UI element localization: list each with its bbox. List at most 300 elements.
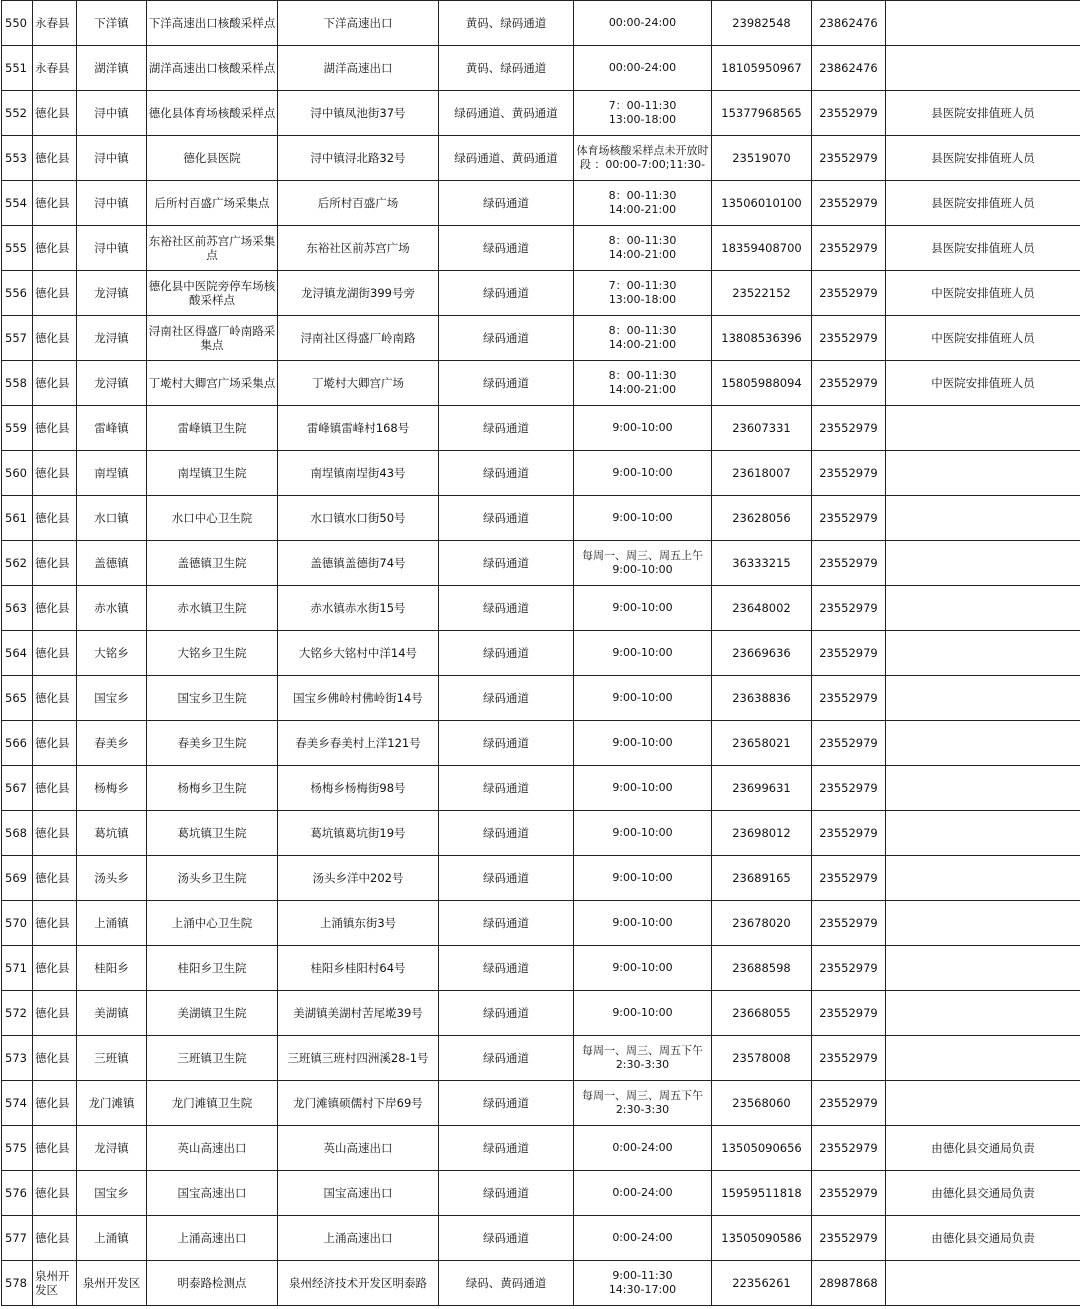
table-row	[2, 1216, 1080, 1261]
address-cell: 汤头乡洋中202号	[278, 856, 439, 901]
county-cell: 德化县	[33, 1126, 77, 1171]
channel-cell: 绿码通道	[439, 991, 574, 1036]
town-cell: 赤水镇	[77, 586, 147, 631]
county-cell: 德化县	[33, 496, 77, 541]
phone-cell: 23698012	[712, 811, 812, 856]
hours-cell: 8：00-11:30 14:00-21:00	[574, 361, 712, 406]
note-cell	[886, 631, 1080, 676]
town-cell: 国宝乡	[77, 676, 147, 721]
county-cell: 德化县	[33, 181, 77, 226]
channel-cell: 绿码通道、黄码通道	[439, 91, 574, 136]
table-body	[2, 1, 1080, 1306]
phone-cell: 23618007	[712, 451, 812, 496]
town-cell: 龙浔镇	[77, 361, 147, 406]
channel-cell: 绿码通道	[439, 496, 574, 541]
channel-cell: 绿码通道	[439, 1126, 574, 1171]
address-cell: 赤水镇赤水街15号	[278, 586, 439, 631]
site-name-cell: 美湖镇卫生院	[147, 991, 278, 1036]
phone-cell: 23982548	[712, 1, 812, 46]
phone-cell: 23658021	[712, 721, 812, 766]
town-cell: 龙浔镇	[77, 1126, 147, 1171]
note-cell	[886, 991, 1080, 1036]
county-cell: 德化县	[33, 946, 77, 991]
address-cell: 下洋高速出口	[278, 1, 439, 46]
town-cell: 上涌镇	[77, 901, 147, 946]
table-row	[2, 1261, 1080, 1306]
row-number: 556	[2, 271, 33, 316]
complaint-phone-cell: 23552979	[812, 271, 886, 316]
county-cell: 德化县	[33, 1216, 77, 1261]
phone-cell: 13506010100	[712, 181, 812, 226]
site-name-cell: 国宝高速出口	[147, 1171, 278, 1216]
table-row	[2, 766, 1080, 811]
complaint-phone-cell: 23552979	[812, 631, 886, 676]
complaint-phone-cell: 23552979	[812, 451, 886, 496]
address-cell: 美湖镇美湖村苦尾墘39号	[278, 991, 439, 1036]
county-cell: 德化县	[33, 1171, 77, 1216]
phone-cell: 13505090586	[712, 1216, 812, 1261]
county-cell: 德化县	[33, 1081, 77, 1126]
county-cell: 德化县	[33, 361, 77, 406]
table-row	[2, 181, 1080, 226]
note-cell	[886, 901, 1080, 946]
complaint-phone-cell: 23552979	[812, 1171, 886, 1216]
site-name-cell: 大铭乡卫生院	[147, 631, 278, 676]
note-cell	[886, 721, 1080, 766]
table-row	[2, 316, 1080, 361]
complaint-phone-cell: 23552979	[812, 181, 886, 226]
row-number: 573	[2, 1036, 33, 1081]
site-name-cell: 水口中心卫生院	[147, 496, 278, 541]
complaint-phone-cell: 23552979	[812, 541, 886, 586]
town-cell: 龙浔镇	[77, 271, 147, 316]
address-cell: 杨梅乡杨梅街98号	[278, 766, 439, 811]
county-cell: 德化县	[33, 856, 77, 901]
site-name-cell: 下洋高速出口核酸采样点	[147, 1, 278, 46]
channel-cell: 绿码通道	[439, 1216, 574, 1261]
complaint-phone-cell: 23552979	[812, 946, 886, 991]
hours-cell: 8：00-11:30 14:00-21:00	[574, 226, 712, 271]
hours-cell: 9:00-10:00	[574, 991, 712, 1036]
hours-cell: 9:00-10:00	[574, 586, 712, 631]
address-cell: 龙浔镇龙湖街399号旁	[278, 271, 439, 316]
table-row	[2, 676, 1080, 721]
table-row	[2, 1126, 1080, 1171]
town-cell: 泉州开发区	[77, 1261, 147, 1306]
table-row	[2, 46, 1080, 91]
channel-cell: 绿码通道	[439, 451, 574, 496]
phone-cell: 23668055	[712, 991, 812, 1036]
county-cell: 德化县	[33, 1036, 77, 1081]
hours-cell: 每周一、周三、周五下午 2:30-3:30	[574, 1036, 712, 1081]
town-cell: 汤头乡	[77, 856, 147, 901]
channel-cell: 黄码、绿码通道	[439, 46, 574, 91]
note-cell: 县医院安排值班人员	[886, 91, 1080, 136]
phone-cell: 23678020	[712, 901, 812, 946]
phone-cell: 23669636	[712, 631, 812, 676]
note-cell: 由德化县交通局负责	[886, 1171, 1080, 1216]
county-cell: 德化县	[33, 451, 77, 496]
site-name-cell: 明泰路检测点	[147, 1261, 278, 1306]
town-cell: 杨梅乡	[77, 766, 147, 811]
site-name-cell: 三班镇卫生院	[147, 1036, 278, 1081]
hours-cell: 9:00-11:30 14:30-17:00	[574, 1261, 712, 1306]
complaint-phone-cell: 23552979	[812, 1126, 886, 1171]
county-cell: 德化县	[33, 721, 77, 766]
town-cell: 浔中镇	[77, 91, 147, 136]
note-cell	[886, 541, 1080, 586]
hours-cell: 9:00-10:00	[574, 946, 712, 991]
channel-cell: 黄码、绿码通道	[439, 1, 574, 46]
row-number: 559	[2, 406, 33, 451]
county-cell: 德化县	[33, 901, 77, 946]
row-number: 553	[2, 136, 33, 181]
hours-cell: 9:00-10:00	[574, 676, 712, 721]
complaint-phone-cell: 23552979	[812, 766, 886, 811]
county-cell: 德化县	[33, 766, 77, 811]
row-number: 564	[2, 631, 33, 676]
row-number: 572	[2, 991, 33, 1036]
complaint-phone-cell: 23552979	[812, 856, 886, 901]
complaint-phone-cell: 23552979	[812, 901, 886, 946]
complaint-phone-cell: 28987868	[812, 1261, 886, 1306]
hours-cell: 9:00-10:00	[574, 451, 712, 496]
town-cell: 南埕镇	[77, 451, 147, 496]
county-cell: 泉州开发区	[33, 1261, 77, 1306]
complaint-phone-cell: 23862476	[812, 1, 886, 46]
note-cell: 中医院安排值班人员	[886, 361, 1080, 406]
town-cell: 龙浔镇	[77, 316, 147, 361]
county-cell: 德化县	[33, 316, 77, 361]
table-row	[2, 136, 1080, 181]
channel-cell: 绿码通道	[439, 1171, 574, 1216]
county-cell: 德化县	[33, 586, 77, 631]
county-cell: 德化县	[33, 811, 77, 856]
town-cell: 春美乡	[77, 721, 147, 766]
row-number: 552	[2, 91, 33, 136]
note-cell	[886, 811, 1080, 856]
phone-cell: 23522152	[712, 271, 812, 316]
site-name-cell: 湖洋高速出口核酸采样点	[147, 46, 278, 91]
address-cell: 龙门滩镇硕儒村下岸69号	[278, 1081, 439, 1126]
channel-cell: 绿码通道	[439, 226, 574, 271]
address-cell: 雷峰镇雷峰村168号	[278, 406, 439, 451]
town-cell: 下洋镇	[77, 1, 147, 46]
row-number: 562	[2, 541, 33, 586]
town-cell: 浔中镇	[77, 136, 147, 181]
complaint-phone-cell: 23552979	[812, 136, 886, 181]
site-name-cell: 汤头乡卫生院	[147, 856, 278, 901]
row-number: 578	[2, 1261, 33, 1306]
row-number: 569	[2, 856, 33, 901]
site-name-cell: 上涌中心卫生院	[147, 901, 278, 946]
address-cell: 国宝乡佛岭村佛岭街14号	[278, 676, 439, 721]
address-cell: 桂阳乡桂阳村64号	[278, 946, 439, 991]
channel-cell: 绿码通道	[439, 406, 574, 451]
note-cell	[886, 1, 1080, 46]
county-cell: 永春县	[33, 46, 77, 91]
address-cell: 上涌高速出口	[278, 1216, 439, 1261]
note-cell	[886, 676, 1080, 721]
hours-cell: 9:00-10:00	[574, 766, 712, 811]
table-row	[2, 631, 1080, 676]
phone-cell: 15959511818	[712, 1171, 812, 1216]
table-row	[2, 361, 1080, 406]
hours-cell: 9:00-10:00	[574, 856, 712, 901]
site-name-cell: 上涌高速出口	[147, 1216, 278, 1261]
note-cell: 由德化县交通局负责	[886, 1216, 1080, 1261]
row-number: 551	[2, 46, 33, 91]
town-cell: 水口镇	[77, 496, 147, 541]
address-cell: 上涌镇东街3号	[278, 901, 439, 946]
county-cell: 德化县	[33, 136, 77, 181]
site-name-cell: 桂阳乡卫生院	[147, 946, 278, 991]
site-name-cell: 南埕镇卫生院	[147, 451, 278, 496]
hours-cell: 每周一、周三、周五上午 9:00-10:00	[574, 541, 712, 586]
row-number: 571	[2, 946, 33, 991]
note-cell	[886, 1036, 1080, 1081]
table-row	[2, 1036, 1080, 1081]
phone-cell: 13808536396	[712, 316, 812, 361]
channel-cell: 绿码通道	[439, 901, 574, 946]
hours-cell: 9:00-10:00	[574, 721, 712, 766]
phone-cell: 15805988094	[712, 361, 812, 406]
note-cell	[886, 946, 1080, 991]
town-cell: 大铭乡	[77, 631, 147, 676]
testing-sites-table	[1, 0, 1080, 1306]
hours-cell: 00:00-24:00	[574, 1, 712, 46]
county-cell: 德化县	[33, 226, 77, 271]
note-cell	[886, 766, 1080, 811]
phone-cell: 15377968565	[712, 91, 812, 136]
channel-cell: 绿码通道、黄码通道	[439, 136, 574, 181]
town-cell: 葛坑镇	[77, 811, 147, 856]
address-cell: 东裕社区前苏宫广场	[278, 226, 439, 271]
town-cell: 浔中镇	[77, 181, 147, 226]
phone-cell: 23519070	[712, 136, 812, 181]
phone-cell: 23699631	[712, 766, 812, 811]
note-cell: 县医院安排值班人员	[886, 226, 1080, 271]
county-cell: 德化县	[33, 631, 77, 676]
address-cell: 三班镇三班村四洲溪28-1号	[278, 1036, 439, 1081]
site-name-cell: 雷峰镇卫生院	[147, 406, 278, 451]
site-name-cell: 东裕社区前苏宫广场采集点	[147, 226, 278, 271]
town-cell: 三班镇	[77, 1036, 147, 1081]
note-cell	[886, 406, 1080, 451]
table-row	[2, 1081, 1080, 1126]
channel-cell: 绿码通道	[439, 766, 574, 811]
hours-cell: 每周一、周三、周五下午 2:30-3:30	[574, 1081, 712, 1126]
town-cell: 雷峰镇	[77, 406, 147, 451]
address-cell: 丁墘村大卿宫广场	[278, 361, 439, 406]
county-cell: 德化县	[33, 406, 77, 451]
town-cell: 湖洋镇	[77, 46, 147, 91]
row-number: 555	[2, 226, 33, 271]
phone-cell: 23607331	[712, 406, 812, 451]
table-row	[2, 271, 1080, 316]
town-cell: 龙门滩镇	[77, 1081, 147, 1126]
channel-cell: 绿码通道	[439, 316, 574, 361]
row-number: 565	[2, 676, 33, 721]
row-number: 574	[2, 1081, 33, 1126]
phone-cell: 13505090656	[712, 1126, 812, 1171]
note-cell	[886, 1081, 1080, 1126]
site-name-cell: 德化县体育场核酸采样点	[147, 91, 278, 136]
county-cell: 永春县	[33, 1, 77, 46]
complaint-phone-cell: 23552979	[812, 721, 886, 766]
table-row	[2, 586, 1080, 631]
hours-cell: 8：00-11:30 14:00-21:00	[574, 316, 712, 361]
address-cell: 浔中镇凤池街37号	[278, 91, 439, 136]
table-row	[2, 1, 1080, 46]
town-cell: 桂阳乡	[77, 946, 147, 991]
address-cell: 浔中镇浔北路32号	[278, 136, 439, 181]
town-cell: 上涌镇	[77, 1216, 147, 1261]
table-row	[2, 901, 1080, 946]
note-cell: 中医院安排值班人员	[886, 271, 1080, 316]
channel-cell: 绿码通道	[439, 631, 574, 676]
table-row	[2, 721, 1080, 766]
row-number: 570	[2, 901, 33, 946]
hours-cell: 0:00-24:00	[574, 1126, 712, 1171]
complaint-phone-cell: 23552979	[812, 316, 886, 361]
channel-cell: 绿码通道	[439, 181, 574, 226]
row-number: 563	[2, 586, 33, 631]
address-cell: 后所村百盛广场	[278, 181, 439, 226]
channel-cell: 绿码通道	[439, 1036, 574, 1081]
note-cell	[886, 586, 1080, 631]
row-number: 560	[2, 451, 33, 496]
table-row	[2, 811, 1080, 856]
hours-cell: 9:00-10:00	[574, 496, 712, 541]
phone-cell: 23628056	[712, 496, 812, 541]
address-cell: 大铭乡大铭村中洋14号	[278, 631, 439, 676]
channel-cell: 绿码通道	[439, 811, 574, 856]
row-number: 577	[2, 1216, 33, 1261]
county-cell: 德化县	[33, 991, 77, 1036]
address-cell: 春美乡春美村上洋121号	[278, 721, 439, 766]
address-cell: 盖德镇盖德街74号	[278, 541, 439, 586]
phone-cell: 18105950967	[712, 46, 812, 91]
complaint-phone-cell: 23552979	[812, 586, 886, 631]
complaint-phone-cell: 23552979	[812, 361, 886, 406]
hours-cell: 00:00-24:00	[574, 46, 712, 91]
table-row	[2, 91, 1080, 136]
address-cell: 国宝高速出口	[278, 1171, 439, 1216]
channel-cell: 绿码通道	[439, 541, 574, 586]
row-number: 554	[2, 181, 33, 226]
complaint-phone-cell: 23552979	[812, 226, 886, 271]
phone-cell: 23568060	[712, 1081, 812, 1126]
county-cell: 德化县	[33, 676, 77, 721]
town-cell: 国宝乡	[77, 1171, 147, 1216]
row-number: 576	[2, 1171, 33, 1216]
phone-cell: 22356261	[712, 1261, 812, 1306]
hours-cell: 8：00-11:30 14:00-21:00	[574, 181, 712, 226]
complaint-phone-cell: 23552979	[812, 496, 886, 541]
channel-cell: 绿码通道	[439, 946, 574, 991]
channel-cell: 绿码通道	[439, 856, 574, 901]
complaint-phone-cell: 23552979	[812, 1036, 886, 1081]
hours-cell: 9:00-10:00	[574, 631, 712, 676]
channel-cell: 绿码通道	[439, 586, 574, 631]
address-cell: 葛坑镇葛坑街19号	[278, 811, 439, 856]
site-name-cell: 龙门滩镇卫生院	[147, 1081, 278, 1126]
channel-cell: 绿码通道	[439, 721, 574, 766]
address-cell: 湖洋高速出口	[278, 46, 439, 91]
complaint-phone-cell: 23552979	[812, 1081, 886, 1126]
site-name-cell: 国宝乡卫生院	[147, 676, 278, 721]
table-row	[2, 946, 1080, 991]
channel-cell: 绿码通道	[439, 361, 574, 406]
county-cell: 德化县	[33, 541, 77, 586]
site-name-cell: 杨梅乡卫生院	[147, 766, 278, 811]
county-cell: 德化县	[33, 271, 77, 316]
town-cell: 美湖镇	[77, 991, 147, 1036]
phone-cell: 23578008	[712, 1036, 812, 1081]
site-name-cell: 德化县医院	[147, 136, 278, 181]
site-name-cell: 春美乡卫生院	[147, 721, 278, 766]
table-row	[2, 226, 1080, 271]
row-number: 567	[2, 766, 33, 811]
row-number: 557	[2, 316, 33, 361]
address-cell: 南埕镇南埕街43号	[278, 451, 439, 496]
complaint-phone-cell: 23552979	[812, 991, 886, 1036]
hours-cell: 0:00-24:00	[574, 1216, 712, 1261]
hours-cell: 7：00-11:30 13:00-18:00	[574, 271, 712, 316]
town-cell: 盖德镇	[77, 541, 147, 586]
note-cell	[886, 1261, 1080, 1306]
county-cell: 德化县	[33, 91, 77, 136]
channel-cell: 绿码通道	[439, 676, 574, 721]
note-cell	[886, 496, 1080, 541]
phone-cell: 36333215	[712, 541, 812, 586]
table-row	[2, 991, 1080, 1036]
site-name-cell: 德化县中医院旁停车场核酸采样点	[147, 271, 278, 316]
row-number: 561	[2, 496, 33, 541]
row-number: 558	[2, 361, 33, 406]
phone-cell: 23648002	[712, 586, 812, 631]
table-row	[2, 451, 1080, 496]
complaint-phone-cell: 23552979	[812, 406, 886, 451]
row-number: 575	[2, 1126, 33, 1171]
phone-cell: 23689165	[712, 856, 812, 901]
channel-cell: 绿码通道	[439, 271, 574, 316]
site-name-cell: 英山高速出口	[147, 1126, 278, 1171]
table-row	[2, 541, 1080, 586]
channel-cell: 绿码、黄码通道	[439, 1261, 574, 1306]
town-cell: 浔中镇	[77, 226, 147, 271]
channel-cell: 绿码通道	[439, 1081, 574, 1126]
phone-cell: 18359408700	[712, 226, 812, 271]
site-name-cell: 浔南社区得盛厂岭南路采集点	[147, 316, 278, 361]
note-cell	[886, 451, 1080, 496]
note-cell	[886, 856, 1080, 901]
note-cell: 中医院安排值班人员	[886, 316, 1080, 361]
phone-cell: 23688598	[712, 946, 812, 991]
table-row	[2, 1171, 1080, 1216]
note-cell: 县医院安排值班人员	[886, 136, 1080, 181]
table-row	[2, 856, 1080, 901]
site-name-cell: 赤水镇卫生院	[147, 586, 278, 631]
complaint-phone-cell: 23552979	[812, 676, 886, 721]
site-name-cell: 葛坑镇卫生院	[147, 811, 278, 856]
hours-cell: 体育场核酸采样点未开放时段 ：00:00-7:00;11:30-	[574, 136, 712, 181]
address-cell: 泉州经济技术开发区明泰路	[278, 1261, 439, 1306]
table-row	[2, 496, 1080, 541]
complaint-phone-cell: 23552979	[812, 91, 886, 136]
site-name-cell: 盖德镇卫生院	[147, 541, 278, 586]
